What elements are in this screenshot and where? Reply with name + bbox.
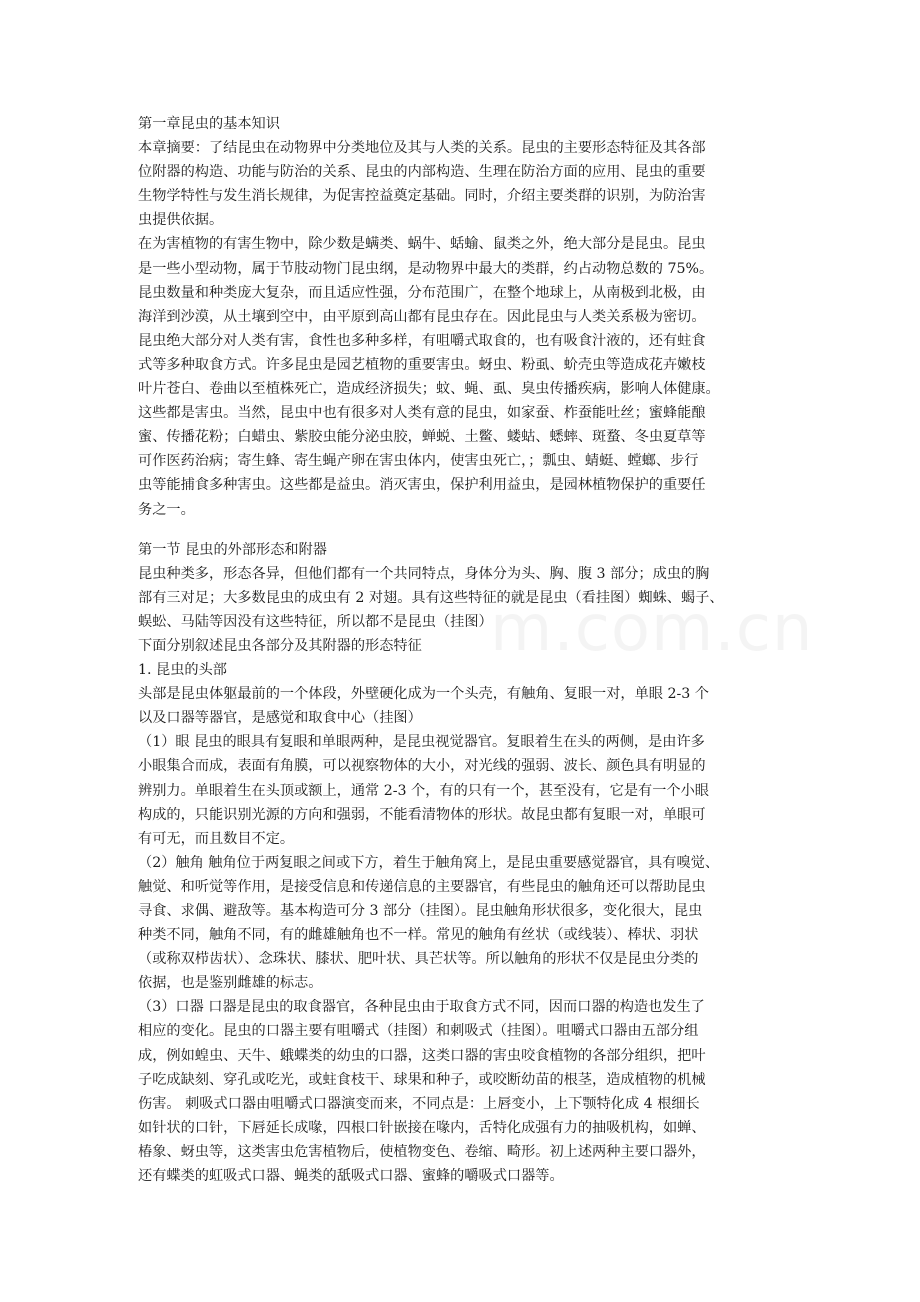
text-line: 触觉、和听觉等作用，是接受信息和传递信息的主要器官，有些昆虫的触角还可以帮助昆虫: [138, 878, 706, 895]
text-line: 可作医药治病；寄生蜂、寄生蝇产卵在害虫体内，使害虫死亡，；瓢虫、蜻蜓、螳螂、步行: [138, 453, 699, 470]
text-line: 辨别力。单眼着生在头顶或额上，通常 2-3 个，有的只有一个，甚至没有，它是有一个小眼: [138, 782, 709, 799]
text-line: 成，例如蝗虫、天牛、蛾蝶类的幼虫的口器，这类口器的害虫咬食植物的各部分组织，把叶: [138, 1047, 706, 1064]
text-line: 务之一。: [138, 501, 195, 518]
text-line: 构成的，只能识别光源的方向和强弱，不能看清物体的形状。故昆虫都有复眼一对，单眼可: [138, 806, 706, 823]
text-line: 蜈蚣、马陆等因没有这些特征，所以都不是昆虫（挂图）: [138, 613, 493, 630]
text-line: （3）口器 口器是昆虫的取食器官，各种昆虫由于取食方式不同，因而口器的构造也发生了: [138, 999, 705, 1016]
blank-line: [138, 522, 792, 538]
text-line: 昆虫种类多，形态各异，但他们都有一个共同特点，身体分为头、胸、腹 3 部分；成虫的胸: [138, 565, 710, 582]
text-line: 伤害。 刺吸式口器由咀嚼式口器演变而来，不同点是：上唇变小，上下颚特化成 4 根细长: [138, 1095, 700, 1112]
text-line: 椿象、蚜虫等，这类害虫危害植物后，使植物变色、卷缩、畸形。初上述两种主要口器外，: [138, 1143, 706, 1160]
paragraph: [138, 232, 792, 521]
text-line: 头部是昆虫体躯最前的一个体段，外壁硬化成为一个头壳，有触角、复眼一对，单眼 2-3 个: [138, 686, 709, 703]
text-line: （1）眼 昆虫的眼具有复眼和单眼两种，是昆虫视觉器官。复眼着生在头的两侧，是由许多: [138, 734, 705, 751]
text-line: 生物学特性与发生消长规律，为促害控益奠定基础。同时，介绍主要类群的识别，为防治害: [138, 188, 706, 205]
section-heading: [138, 658, 792, 682]
text-line: 如针状的口针，下唇延长成喙，四根口针嵌接在喙内，舌特化成强有力的抽吸机构，如蝉、: [138, 1119, 706, 1136]
section-heading: [138, 538, 792, 562]
text-line: 子吃成缺刻、穿孔或吃光，或蛀食枝干、球果和种子，或咬断幼苗的根茎，造成植物的机械: [138, 1071, 706, 1088]
paragraph: [138, 562, 792, 634]
text-line: 这些都是害虫。当然，昆虫中也有很多对人类有意的昆虫，如家蚕、柞蚕能吐丝；蜜蜂能酿: [138, 405, 706, 422]
text-line: （2）触角 触角位于两复眼之间或下方，着生于触角窝上，是昆虫重要感觉器官，具有嗅觉、: [138, 854, 720, 871]
text-line: 本章摘要：了结昆虫在动物界中分类地位及其与人类的关系。昆虫的主要形态特征及其各部: [138, 140, 706, 157]
text-line: 部有三对足；大多数昆虫的成虫有 2 对翅。具有这些特征的就是昆虫（看挂图）蜘蛛、蝎子、: [138, 589, 724, 606]
text-line: 第一章昆虫的基本知识: [138, 116, 280, 132]
paragraph: [138, 634, 792, 658]
paragraph: [138, 682, 792, 730]
text-line: 1. 昆虫的头部: [138, 662, 227, 679]
text-line: 昆虫数量和种类庞大复杂，而且适应性强，分布范围广，在整个地球上，从南极到北极，由: [138, 284, 706, 301]
text-line: 以及口器等器官，是感觉和取食中心（挂图）: [138, 710, 422, 727]
paragraph: [138, 851, 792, 996]
text-line: 在为害植物的有害生物中，除少数是螨类、蜗牛、蛞蝓、鼠类之外，绝大部分是昆虫。昆虫: [138, 236, 706, 253]
text-line: 海洋到沙漠，从土壤到空中，由平原到高山都有昆虫存在。因此昆虫与人类关系极为密切。: [138, 308, 706, 325]
text-line: 式等多种取食方式。许多昆虫是园艺植物的重要害虫。蚜虫、粉虱、蚧壳虫等造成花卉嫩枝: [138, 356, 706, 373]
text-line: 有可无，而且数目不定。: [138, 830, 295, 847]
text-line: 依据，也是鉴别雌雄的标志。: [138, 975, 323, 992]
paragraph: [138, 995, 792, 1188]
text-line: 下面分别叙述昆虫各部分及其附器的形态特征: [138, 637, 422, 654]
text-line: 是一些小型动物，属于节肢动物门昆虫纲，是动物界中最大的类群，约占动物总数的 75%。: [138, 260, 714, 277]
text-line: 相应的变化。昆虫的口器主要有咀嚼式（挂图）和刺吸式（挂图）。咀嚼式口器由五部分组: [138, 1023, 699, 1040]
chapter-title: [138, 112, 792, 136]
text-line: 小眼集合而成，表面有角膜，可以视察物体的大小，对光线的强弱、波长、颜色具有明显的: [138, 758, 706, 775]
text-line: 还有蝶类的虹吸式口器、蝇类的舐吸式口器、蜜蜂的嚼吸式口器等。: [138, 1168, 564, 1185]
text-line: （或称双栉齿状）、念珠状、膝状、肥叶状、具芒状等。所以触角的形状不仅是昆虫分类的: [138, 951, 699, 968]
text-line: 位附器的构造、功能与防治的关系、昆虫的内部构造、生理在防治方面的应用、昆虫的重要: [138, 164, 706, 181]
text-line: 昆虫绝大部分对人类有害，食性也多种多样，有咀嚼式取食的，也有吸食汁液的，还有蛀食: [138, 332, 706, 349]
paragraph: [138, 730, 792, 850]
paragraph: [138, 136, 792, 232]
text-line: 蜜、传播花粉；白蜡虫、紫胶虫能分泌虫胶，蝉蜕、土鳖、蝼蛄、蟋蟀、斑蝥、冬虫夏草等: [138, 429, 706, 446]
text-line: 第一节 昆虫的外部形态和附器: [138, 541, 327, 558]
text-line: 叶片苍白、卷曲以至植株死亡，造成经济损失；蚊、蝇、虱、臭虫传播疾病，影响人体健康。: [138, 381, 720, 398]
text-line: 虫提供依据。: [138, 212, 224, 229]
text-line: 种类不同，触角不同，有的雌雄触角也不一样。常见的触角有丝状（或线装）、棒状、羽状: [138, 927, 699, 944]
document-page: [138, 112, 792, 1188]
text-line: 寻食、求偶、避敌等。基本构造可分 3 部分（挂图）。昆虫触角形状很多，变化很大，昆虫: [138, 903, 703, 919]
text-line: 虫等能捕食多种害虫。这些都是益虫。消灭害虫，保护利用益虫，是园林植物保护的重要任: [138, 477, 706, 494]
